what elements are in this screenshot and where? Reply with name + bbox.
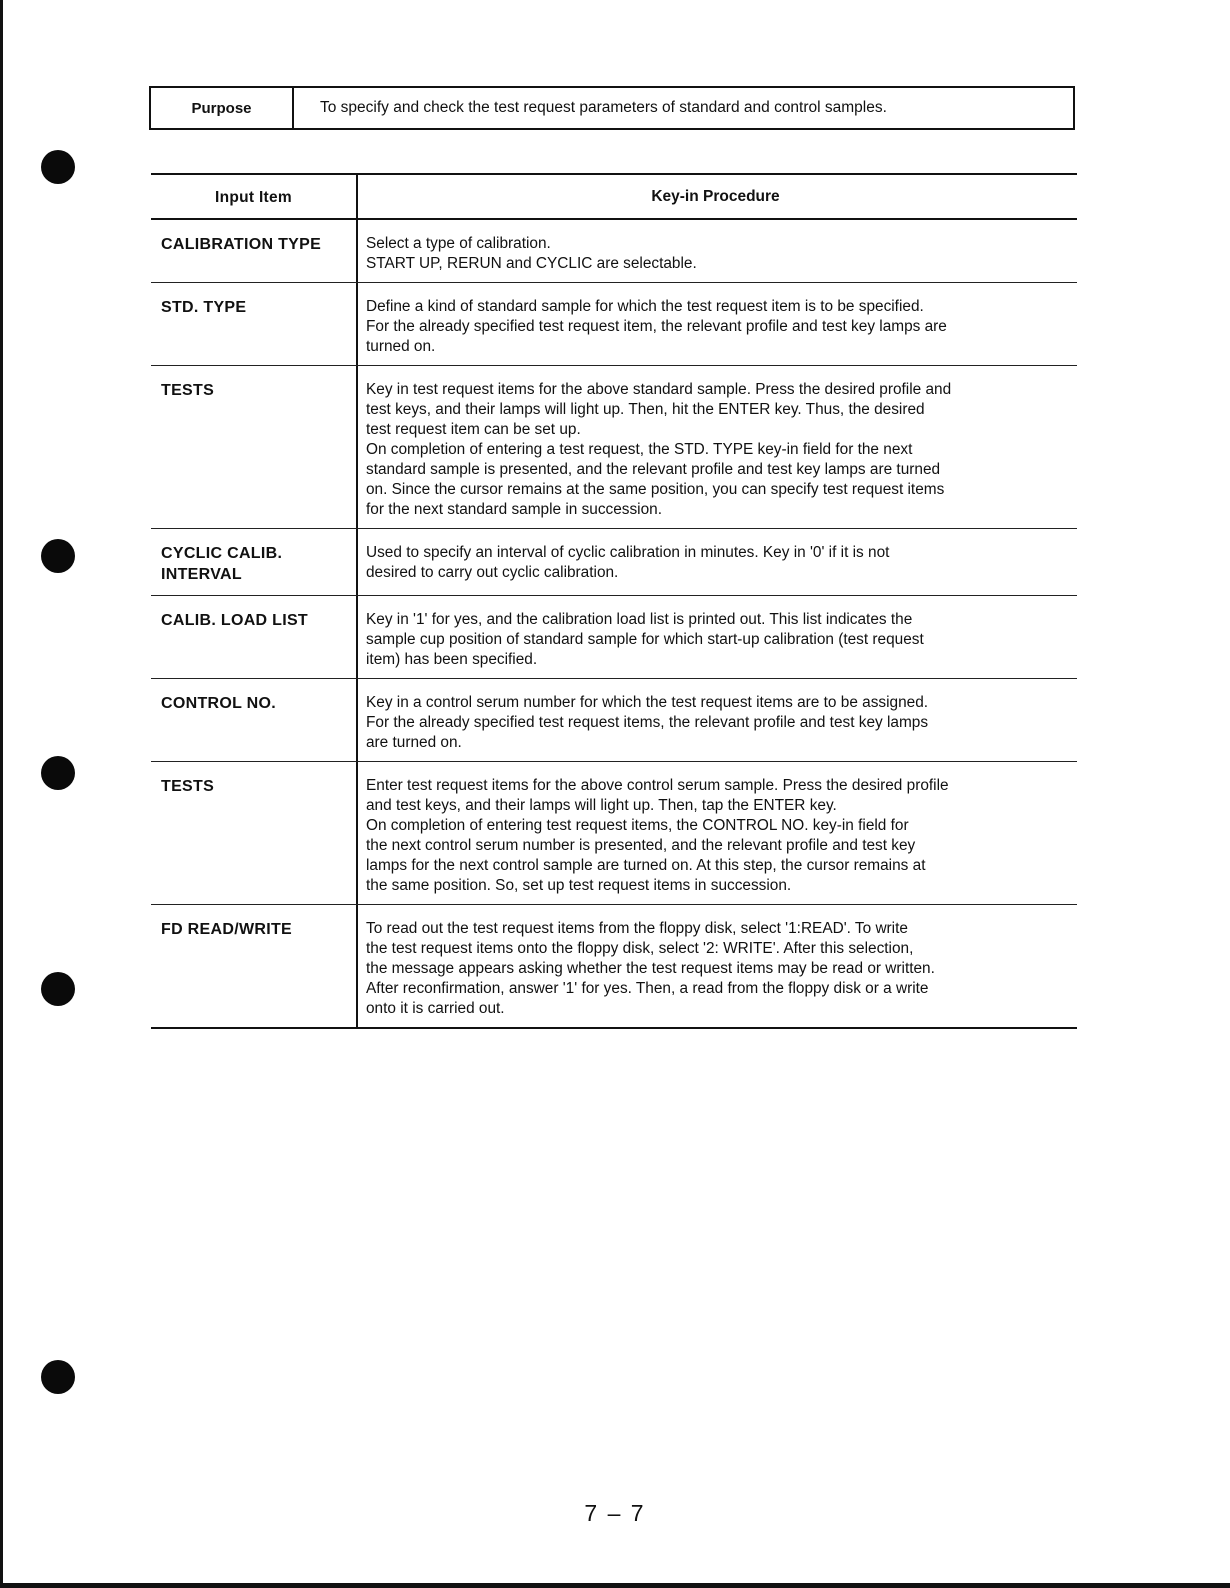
input-item-cell: STD. TYPE	[151, 283, 358, 365]
table-header-row	[151, 175, 1077, 220]
procedure-line: desired to carry out cyclic calibration.	[366, 564, 619, 581]
procedure-line: To read out the test request items from the floppy disk, select '1:READ'. To write	[366, 920, 908, 937]
table-row	[151, 366, 1077, 529]
procedure-line: onto it is carried out.	[366, 1000, 505, 1017]
procedure-cell	[358, 762, 1077, 904]
procedure-line: the test request items onto the floppy disk, select '2: WRITE'. After this selection,	[366, 940, 914, 957]
procedure-line: turned on.	[366, 338, 436, 355]
procedure-line: standard sample is presented, and the relevant profile and test key lamps are turned	[366, 461, 941, 478]
procedure-cell	[358, 905, 1077, 1027]
binder-hole-2	[41, 539, 75, 573]
purpose-text: To specify and check the test request parameters of standard and control samples.	[320, 99, 887, 116]
procedure-line: Key in test request items for the above standard sample. Press the desired profile and	[366, 381, 952, 398]
procedure-line: sample cup position of standard sample for which start-up calibration (test request	[366, 631, 924, 648]
page-number: 7 – 7	[584, 1500, 646, 1526]
page-border-bottom	[0, 1583, 1230, 1588]
input-item-cell: CYCLIC CALIB. INTERVAL	[151, 529, 358, 595]
table-row	[151, 679, 1077, 762]
input-item-cell: CALIBRATION TYPE	[151, 220, 358, 282]
procedure-cell	[358, 529, 1077, 595]
procedure-line: Select a type of calibration.	[366, 235, 551, 252]
procedure-line: After reconfirmation, answer '1' for yes. Then, a read from the floppy disk or a write	[366, 980, 929, 997]
procedure-line: the message appears asking whether the test request items may be read or written.	[366, 960, 935, 977]
purpose-box	[149, 86, 1075, 130]
procedure-line: Key in '1' for yes, and the calibration load list is printed out. This list indicates the	[366, 611, 913, 628]
page-border-left	[0, 0, 3, 1588]
procedure-line: test keys, and their lamps will light up. Then, hit the ENTER key. Thus, the desired	[366, 401, 925, 418]
procedure-line: the next control serum number is presented, and the relevant profile and test key	[366, 837, 916, 854]
binder-hole-3	[41, 756, 75, 790]
input-item-cell: CONTROL NO.	[151, 679, 358, 761]
binder-hole-4	[41, 972, 75, 1006]
procedure-line: START UP, RERUN and CYCLIC are selectable.	[366, 255, 697, 272]
procedure-line: Used to specify an interval of cyclic calibration in minutes. Key in '0' if it is not	[366, 544, 890, 561]
input-item-cell: FD READ/WRITE	[151, 905, 358, 1027]
binder-hole-5	[41, 1360, 75, 1394]
input-item-cell: TESTS	[151, 366, 358, 528]
procedure-cell	[358, 596, 1077, 678]
binder-hole-1	[41, 150, 75, 184]
table-row	[151, 762, 1077, 905]
table-row	[151, 905, 1077, 1027]
procedure-line: On completion of entering test request items, the CONTROL NO. key-in field for	[366, 817, 909, 834]
procedure-cell	[358, 679, 1077, 761]
procedure-line: Key in a control serum number for which the test request items are to be assigned.	[366, 694, 929, 711]
table-row	[151, 220, 1077, 283]
procedure-line: item) has been specified.	[366, 651, 538, 668]
key-in-procedure-table	[151, 173, 1077, 1029]
procedure-line: on. Since the cursor remains at the same position, you can specify test request items	[366, 481, 945, 498]
procedure-line: test request item can be set up.	[366, 421, 581, 438]
table-row	[151, 283, 1077, 366]
table-row	[151, 596, 1077, 679]
header-input-item: Input Item	[151, 175, 358, 218]
procedure-line: Define a kind of standard sample for which the test request item is to be specified.	[366, 298, 924, 315]
procedure-line: and test keys, and their lamps will light up. Then, tap the ENTER key.	[366, 797, 837, 814]
header-key-in-procedure: Key-in Procedure	[651, 188, 780, 205]
procedure-line: On completion of entering a test request, the STD. TYPE key-in field for the next	[366, 441, 913, 458]
procedure-cell	[358, 220, 1077, 282]
table-body	[151, 220, 1077, 1027]
procedure-line: are turned on.	[366, 734, 462, 751]
purpose-label: Purpose	[151, 88, 294, 128]
input-item-cell: TESTS	[151, 762, 358, 904]
procedure-line: For the already specified test request item, the relevant profile and test key lamps are	[366, 318, 947, 335]
table-row	[151, 529, 1077, 596]
procedure-line: the same position. So, set up test request items in succession.	[366, 877, 792, 894]
procedure-cell	[358, 366, 1077, 528]
procedure-line: for the next standard sample in succession.	[366, 501, 662, 518]
procedure-line: lamps for the next control sample are turned on. At this step, the cursor remains at	[366, 857, 926, 874]
input-item-cell: CALIB. LOAD LIST	[151, 596, 358, 678]
procedure-cell	[358, 283, 1077, 365]
procedure-line: Enter test request items for the above control serum sample. Press the desired profile	[366, 777, 949, 794]
procedure-line: For the already specified test request items, the relevant profile and test key lamps	[366, 714, 929, 731]
